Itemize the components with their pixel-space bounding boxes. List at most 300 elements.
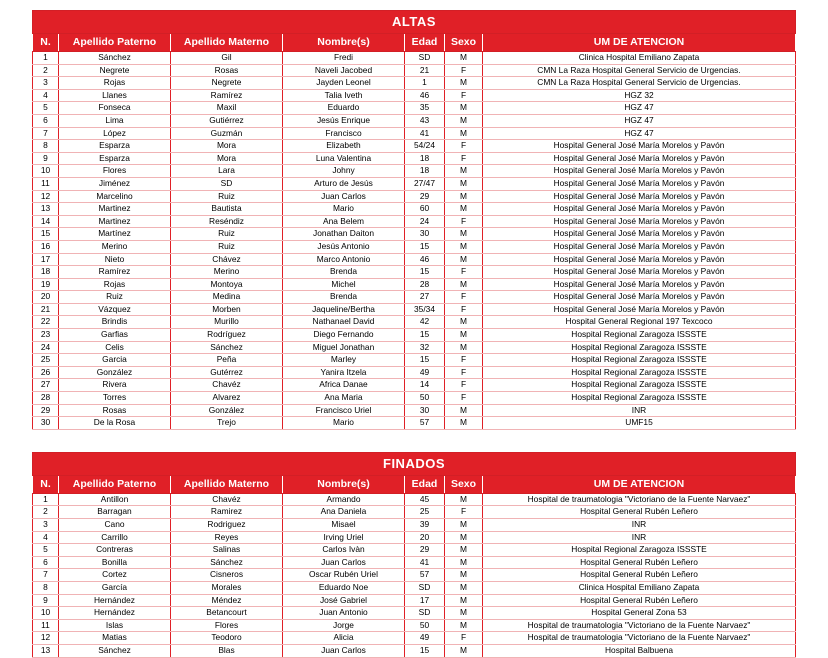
- cell-edad: 30: [405, 228, 445, 241]
- cell-nombres: Ana Maria: [283, 392, 405, 405]
- table-row: [33, 506, 796, 519]
- table-row: [33, 316, 796, 329]
- cell-sexo: M: [445, 77, 483, 90]
- cell-num: 8: [33, 581, 59, 594]
- cell-apellido-paterno: Brindis: [59, 316, 171, 329]
- cell-num: 2: [33, 64, 59, 77]
- cell-edad: 29: [405, 544, 445, 557]
- cell-um-de-atencion: Hospital General Regional 197 Texcoco: [483, 316, 796, 329]
- column-header: Edad: [405, 475, 445, 493]
- cell-nombres: Diego Fernando: [283, 329, 405, 342]
- cell-nombres: Talia Iveth: [283, 89, 405, 102]
- cell-nombres: Elizabeth: [283, 140, 405, 153]
- table-row: [33, 114, 796, 127]
- cell-edad: SD: [405, 52, 445, 65]
- table-row: [33, 266, 796, 279]
- table-row: [33, 619, 796, 632]
- cell-num: 9: [33, 152, 59, 165]
- table-row: [33, 102, 796, 115]
- table-row: [33, 569, 796, 582]
- cell-apellido-paterno: Islas: [59, 619, 171, 632]
- cell-num: 5: [33, 544, 59, 557]
- cell-apellido-materno: Rodriguez: [171, 519, 283, 532]
- table-row: [33, 278, 796, 291]
- cell-nombres: Mario: [283, 203, 405, 216]
- table-row: [33, 228, 796, 241]
- cell-edad: 54/24: [405, 140, 445, 153]
- table-title: FINADOS: [33, 452, 796, 475]
- cell-edad: 15: [405, 354, 445, 367]
- cell-nombres: Eduardo: [283, 102, 405, 115]
- table-row: [33, 531, 796, 544]
- cell-apellido-paterno: Cortez: [59, 569, 171, 582]
- cell-edad: 41: [405, 556, 445, 569]
- table-row: [33, 303, 796, 316]
- cell-um-de-atencion: Hospital General Rubén Leñero: [483, 569, 796, 582]
- cell-apellido-materno: Ruiz: [171, 240, 283, 253]
- cell-um-de-atencion: Hospital General José María Morelos y Pavón: [483, 177, 796, 190]
- cell-edad: 29: [405, 190, 445, 203]
- cell-nombres: Juan Carlos: [283, 190, 405, 203]
- cell-num: 13: [33, 203, 59, 216]
- cell-edad: 15: [405, 644, 445, 657]
- cell-nombres: Marco Antonio: [283, 253, 405, 266]
- table-row: [33, 341, 796, 354]
- cell-num: 19: [33, 278, 59, 291]
- cell-apellido-materno: Murillo: [171, 316, 283, 329]
- cell-edad: 25: [405, 506, 445, 519]
- table-row: [33, 354, 796, 367]
- cell-nombres: Carlos Ivàn: [283, 544, 405, 557]
- cell-edad: 45: [405, 493, 445, 506]
- table-finados: [32, 452, 796, 658]
- cell-apellido-paterno: Flores: [59, 165, 171, 178]
- cell-um-de-atencion: Hospital General José María Morelos y Pavón: [483, 165, 796, 178]
- cell-apellido-paterno: Bonilla: [59, 556, 171, 569]
- cell-nombres: Brenda: [283, 291, 405, 304]
- cell-sexo: F: [445, 379, 483, 392]
- cell-um-de-atencion: Hospital General José María Morelos y Pavón: [483, 215, 796, 228]
- cell-sexo: F: [445, 366, 483, 379]
- cell-apellido-materno: Alvarez: [171, 392, 283, 405]
- cell-sexo: F: [445, 89, 483, 102]
- cell-apellido-paterno: Negrete: [59, 64, 171, 77]
- cell-apellido-materno: Betancourt: [171, 607, 283, 620]
- table-row: [33, 632, 796, 645]
- cell-um-de-atencion: Hospital General José María Morelos y Pavón: [483, 266, 796, 279]
- table-row: [33, 64, 796, 77]
- cell-sexo: M: [445, 190, 483, 203]
- table-row: [33, 519, 796, 532]
- column-header: Nombre(s): [283, 34, 405, 52]
- cell-um-de-atencion: Hospital Balbuena: [483, 644, 796, 657]
- table-title-row: [33, 452, 796, 475]
- cell-apellido-paterno: Contreras: [59, 544, 171, 557]
- cell-um-de-atencion: Hospital de traumatologia "Victoriano de la Fuente Narvaez": [483, 632, 796, 645]
- cell-apellido-materno: Reyes: [171, 531, 283, 544]
- cell-um-de-atencion: CMN La Raza Hospital General Servicio de Urgencias.: [483, 77, 796, 90]
- table-row: [33, 594, 796, 607]
- cell-sexo: F: [445, 266, 483, 279]
- cell-nombres: Misael: [283, 519, 405, 532]
- cell-num: 12: [33, 190, 59, 203]
- cell-apellido-materno: Méndez: [171, 594, 283, 607]
- cell-num: 6: [33, 556, 59, 569]
- column-header: Edad: [405, 34, 445, 52]
- cell-apellido-paterno: Celis: [59, 341, 171, 354]
- table-row: [33, 607, 796, 620]
- cell-apellido-paterno: Martinez: [59, 215, 171, 228]
- cell-apellido-materno: Teodoro: [171, 632, 283, 645]
- cell-num: 6: [33, 114, 59, 127]
- cell-apellido-paterno: Martinez: [59, 203, 171, 216]
- cell-num: 10: [33, 165, 59, 178]
- cell-sexo: F: [445, 632, 483, 645]
- cell-um-de-atencion: Hospital General Rubén Leñero: [483, 594, 796, 607]
- cell-num: 4: [33, 89, 59, 102]
- table-row: [33, 404, 796, 417]
- cell-num: 21: [33, 303, 59, 316]
- cell-apellido-materno: Chavéz: [171, 493, 283, 506]
- table-row: [33, 581, 796, 594]
- cell-apellido-paterno: Hernández: [59, 594, 171, 607]
- cell-apellido-materno: Bautista: [171, 203, 283, 216]
- cell-num: 8: [33, 140, 59, 153]
- cell-apellido-paterno: Vázquez: [59, 303, 171, 316]
- cell-um-de-atencion: Hospital Regional Zaragoza ISSSTE: [483, 379, 796, 392]
- cell-sexo: M: [445, 556, 483, 569]
- cell-apellido-materno: Salinas: [171, 544, 283, 557]
- cell-nombres: José Gabriel: [283, 594, 405, 607]
- table-row: [33, 392, 796, 405]
- column-header: Apellido Paterno: [59, 34, 171, 52]
- cell-sexo: M: [445, 329, 483, 342]
- table-row: [33, 140, 796, 153]
- cell-nombres: Miguel Jonathan: [283, 341, 405, 354]
- cell-sexo: M: [445, 607, 483, 620]
- cell-edad: 27: [405, 291, 445, 304]
- cell-edad: 35: [405, 102, 445, 115]
- cell-um-de-atencion: Hospital Regional Zaragoza ISSSTE: [483, 354, 796, 367]
- cell-apellido-materno: Maxil: [171, 102, 283, 115]
- cell-apellido-paterno: Fonseca: [59, 102, 171, 115]
- column-header: Apellido Paterno: [59, 475, 171, 493]
- cell-num: 2: [33, 506, 59, 519]
- cell-nombres: Naveli Jacobed: [283, 64, 405, 77]
- cell-sexo: F: [445, 140, 483, 153]
- cell-apellido-materno: SD: [171, 177, 283, 190]
- cell-sexo: M: [445, 341, 483, 354]
- cell-apellido-materno: Gutérrez: [171, 366, 283, 379]
- cell-apellido-materno: Rodríguez: [171, 329, 283, 342]
- cell-apellido-paterno: López: [59, 127, 171, 140]
- cell-sexo: F: [445, 303, 483, 316]
- cell-nombres: Yanira Itzela: [283, 366, 405, 379]
- table-row: [33, 253, 796, 266]
- cell-edad: 1: [405, 77, 445, 90]
- table-title-row: [33, 11, 796, 34]
- table-row: [33, 165, 796, 178]
- tables-container: [32, 10, 796, 658]
- cell-edad: 18: [405, 152, 445, 165]
- cell-um-de-atencion: Hospital General José María Morelos y Pavón: [483, 291, 796, 304]
- cell-apellido-materno: Sánchez: [171, 556, 283, 569]
- cell-sexo: M: [445, 203, 483, 216]
- cell-num: 11: [33, 619, 59, 632]
- cell-num: 12: [33, 632, 59, 645]
- cell-um-de-atencion: Hospital de traumatologia "Victoriano de la Fuente Narvaez": [483, 493, 796, 506]
- cell-edad: 18: [405, 165, 445, 178]
- cell-edad: 20: [405, 531, 445, 544]
- cell-sexo: M: [445, 417, 483, 430]
- cell-um-de-atencion: UMF15: [483, 417, 796, 430]
- cell-sexo: F: [445, 291, 483, 304]
- cell-nombres: Alicia: [283, 632, 405, 645]
- cell-apellido-paterno: Marcelino: [59, 190, 171, 203]
- cell-num: 9: [33, 594, 59, 607]
- cell-apellido-materno: Reséndiz: [171, 215, 283, 228]
- cell-apellido-materno: González: [171, 404, 283, 417]
- cell-apellido-paterno: Cano: [59, 519, 171, 532]
- cell-apellido-materno: Peña: [171, 354, 283, 367]
- cell-apellido-paterno: Nieto: [59, 253, 171, 266]
- cell-apellido-materno: Blas: [171, 644, 283, 657]
- cell-nombres: Fredi: [283, 52, 405, 65]
- table-row: [33, 177, 796, 190]
- cell-nombres: Armando: [283, 493, 405, 506]
- column-header: Apellido Materno: [171, 34, 283, 52]
- cell-apellido-paterno: Lima: [59, 114, 171, 127]
- cell-edad: SD: [405, 581, 445, 594]
- cell-apellido-paterno: Garfias: [59, 329, 171, 342]
- cell-num: 5: [33, 102, 59, 115]
- cell-edad: 50: [405, 619, 445, 632]
- cell-um-de-atencion: Hospital General José María Morelos y Pavón: [483, 152, 796, 165]
- cell-um-de-atencion: HGZ 47: [483, 127, 796, 140]
- cell-edad: 43: [405, 114, 445, 127]
- cell-apellido-paterno: Merino: [59, 240, 171, 253]
- cell-nombres: Juan Carlos: [283, 556, 405, 569]
- table-row: [33, 366, 796, 379]
- cell-apellido-paterno: Ruiz: [59, 291, 171, 304]
- cell-edad: 24: [405, 215, 445, 228]
- cell-nombres: Luna Valentina: [283, 152, 405, 165]
- cell-apellido-paterno: Llanes: [59, 89, 171, 102]
- cell-edad: 30: [405, 404, 445, 417]
- cell-nombres: Oscar Rubén Uriel: [283, 569, 405, 582]
- column-header: UM DE ATENCION: [483, 475, 796, 493]
- table-row: [33, 240, 796, 253]
- cell-edad: 15: [405, 240, 445, 253]
- cell-nombres: Africa Danae: [283, 379, 405, 392]
- cell-num: 23: [33, 329, 59, 342]
- cell-edad: 46: [405, 89, 445, 102]
- cell-edad: 39: [405, 519, 445, 532]
- cell-nombres: Jesús Antonio: [283, 240, 405, 253]
- cell-um-de-atencion: Hospital General José María Morelos y Pavón: [483, 253, 796, 266]
- cell-sexo: F: [445, 392, 483, 405]
- table-row: [33, 89, 796, 102]
- cell-apellido-materno: Mora: [171, 140, 283, 153]
- cell-sexo: M: [445, 569, 483, 582]
- cell-nombres: Jaqueline/Bertha: [283, 303, 405, 316]
- table-header-row: [33, 475, 796, 493]
- cell-apellido-materno: Ruiz: [171, 190, 283, 203]
- cell-num: 11: [33, 177, 59, 190]
- cell-apellido-materno: Merino: [171, 266, 283, 279]
- cell-apellido-materno: Lara: [171, 165, 283, 178]
- cell-num: 3: [33, 77, 59, 90]
- cell-apellido-paterno: García: [59, 581, 171, 594]
- cell-nombres: Jesús Enrique: [283, 114, 405, 127]
- table-altas: [32, 10, 796, 430]
- cell-apellido-materno: Morales: [171, 581, 283, 594]
- cell-edad: 15: [405, 329, 445, 342]
- cell-sexo: M: [445, 278, 483, 291]
- cell-num: 25: [33, 354, 59, 367]
- cell-num: 15: [33, 228, 59, 241]
- cell-nombres: Nathanael David: [283, 316, 405, 329]
- cell-num: 1: [33, 493, 59, 506]
- column-header: Apellido Materno: [171, 475, 283, 493]
- column-header: N.: [33, 475, 59, 493]
- cell-apellido-paterno: Rojas: [59, 278, 171, 291]
- cell-apellido-paterno: Martínez: [59, 228, 171, 241]
- cell-edad: 41: [405, 127, 445, 140]
- cell-apellido-materno: Sánchez: [171, 341, 283, 354]
- cell-um-de-atencion: CMN La Raza Hospital General Servicio de Urgencias.: [483, 64, 796, 77]
- cell-apellido-materno: Ramírez: [171, 89, 283, 102]
- cell-um-de-atencion: Hospital General José María Morelos y Pavón: [483, 228, 796, 241]
- cell-apellido-materno: Trejo: [171, 417, 283, 430]
- cell-sexo: F: [445, 152, 483, 165]
- cell-nombres: Jonathan Daiton: [283, 228, 405, 241]
- cell-sexo: M: [445, 228, 483, 241]
- cell-sexo: M: [445, 594, 483, 607]
- cell-num: 3: [33, 519, 59, 532]
- cell-um-de-atencion: Hospital Regional Zaragoza ISSSTE: [483, 366, 796, 379]
- cell-sexo: M: [445, 404, 483, 417]
- cell-um-de-atencion: Clinica Hospital Emiliano Zapata: [483, 581, 796, 594]
- cell-edad: 42: [405, 316, 445, 329]
- cell-um-de-atencion: HGZ 32: [483, 89, 796, 102]
- cell-apellido-paterno: Garcia: [59, 354, 171, 367]
- cell-edad: 35/34: [405, 303, 445, 316]
- cell-apellido-materno: Morben: [171, 303, 283, 316]
- column-header: N.: [33, 34, 59, 52]
- cell-nombres: Juan Carlos: [283, 644, 405, 657]
- cell-sexo: M: [445, 177, 483, 190]
- cell-sexo: M: [445, 52, 483, 65]
- cell-sexo: M: [445, 531, 483, 544]
- table-header-row: [33, 34, 796, 52]
- cell-um-de-atencion: Hospital General José María Morelos y Pavón: [483, 203, 796, 216]
- cell-um-de-atencion: Clinica Hospital Emiliano Zapata: [483, 52, 796, 65]
- cell-num: 22: [33, 316, 59, 329]
- cell-sexo: M: [445, 544, 483, 557]
- column-header: Sexo: [445, 34, 483, 52]
- cell-num: 24: [33, 341, 59, 354]
- cell-apellido-paterno: Hernández: [59, 607, 171, 620]
- cell-edad: 60: [405, 203, 445, 216]
- cell-um-de-atencion: Hospital General José María Morelos y Pavón: [483, 278, 796, 291]
- cell-apellido-paterno: Rosas: [59, 404, 171, 417]
- table-row: [33, 291, 796, 304]
- cell-um-de-atencion: HGZ 47: [483, 102, 796, 115]
- column-header: UM DE ATENCION: [483, 34, 796, 52]
- cell-num: 1: [33, 52, 59, 65]
- cell-sexo: M: [445, 102, 483, 115]
- cell-nombres: Irving Uriel: [283, 531, 405, 544]
- cell-sexo: M: [445, 493, 483, 506]
- cell-nombres: Francisco Uriel: [283, 404, 405, 417]
- cell-edad: 49: [405, 632, 445, 645]
- cell-sexo: M: [445, 165, 483, 178]
- cell-num: 13: [33, 644, 59, 657]
- table-title: ALTAS: [33, 11, 796, 34]
- cell-sexo: M: [445, 619, 483, 632]
- cell-nombres: Ana Belem: [283, 215, 405, 228]
- cell-apellido-materno: Cisneros: [171, 569, 283, 582]
- cell-um-de-atencion: Hospital General José María Morelos y Pavón: [483, 140, 796, 153]
- cell-edad: 32: [405, 341, 445, 354]
- cell-um-de-atencion: Hospital Regional Zaragoza ISSSTE: [483, 544, 796, 557]
- cell-num: 30: [33, 417, 59, 430]
- cell-sexo: M: [445, 114, 483, 127]
- cell-edad: 57: [405, 417, 445, 430]
- table-row: [33, 493, 796, 506]
- table-row: [33, 644, 796, 657]
- cell-edad: 15: [405, 266, 445, 279]
- cell-apellido-paterno: Barragan: [59, 506, 171, 519]
- cell-num: 16: [33, 240, 59, 253]
- cell-sexo: F: [445, 506, 483, 519]
- table-row: [33, 77, 796, 90]
- cell-num: 28: [33, 392, 59, 405]
- cell-sexo: F: [445, 215, 483, 228]
- cell-um-de-atencion: INR: [483, 519, 796, 532]
- column-header: Sexo: [445, 475, 483, 493]
- cell-sexo: M: [445, 644, 483, 657]
- cell-sexo: M: [445, 127, 483, 140]
- cell-edad: 21: [405, 64, 445, 77]
- cell-apellido-materno: Rosas: [171, 64, 283, 77]
- cell-um-de-atencion: Hospital General Zona 53: [483, 607, 796, 620]
- cell-num: 7: [33, 569, 59, 582]
- cell-apellido-materno: Montoya: [171, 278, 283, 291]
- cell-nombres: Francisco: [283, 127, 405, 140]
- cell-apellido-paterno: Antillon: [59, 493, 171, 506]
- cell-sexo: M: [445, 581, 483, 594]
- cell-um-de-atencion: Hospital General Rubén Leñero: [483, 506, 796, 519]
- cell-apellido-materno: Chávez: [171, 253, 283, 266]
- cell-apellido-paterno: Sánchez: [59, 644, 171, 657]
- cell-nombres: Jorge: [283, 619, 405, 632]
- cell-um-de-atencion: Hospital General José María Morelos y Pavón: [483, 190, 796, 203]
- cell-apellido-paterno: Matias: [59, 632, 171, 645]
- cell-edad: 49: [405, 366, 445, 379]
- table-row: [33, 215, 796, 228]
- table-row: [33, 417, 796, 430]
- cell-nombres: Marley: [283, 354, 405, 367]
- cell-um-de-atencion: HGZ 47: [483, 114, 796, 127]
- cell-edad: 27/47: [405, 177, 445, 190]
- cell-num: 4: [33, 531, 59, 544]
- cell-nombres: Eduardo Noe: [283, 581, 405, 594]
- cell-edad: 17: [405, 594, 445, 607]
- cell-nombres: Brenda: [283, 266, 405, 279]
- cell-edad: 14: [405, 379, 445, 392]
